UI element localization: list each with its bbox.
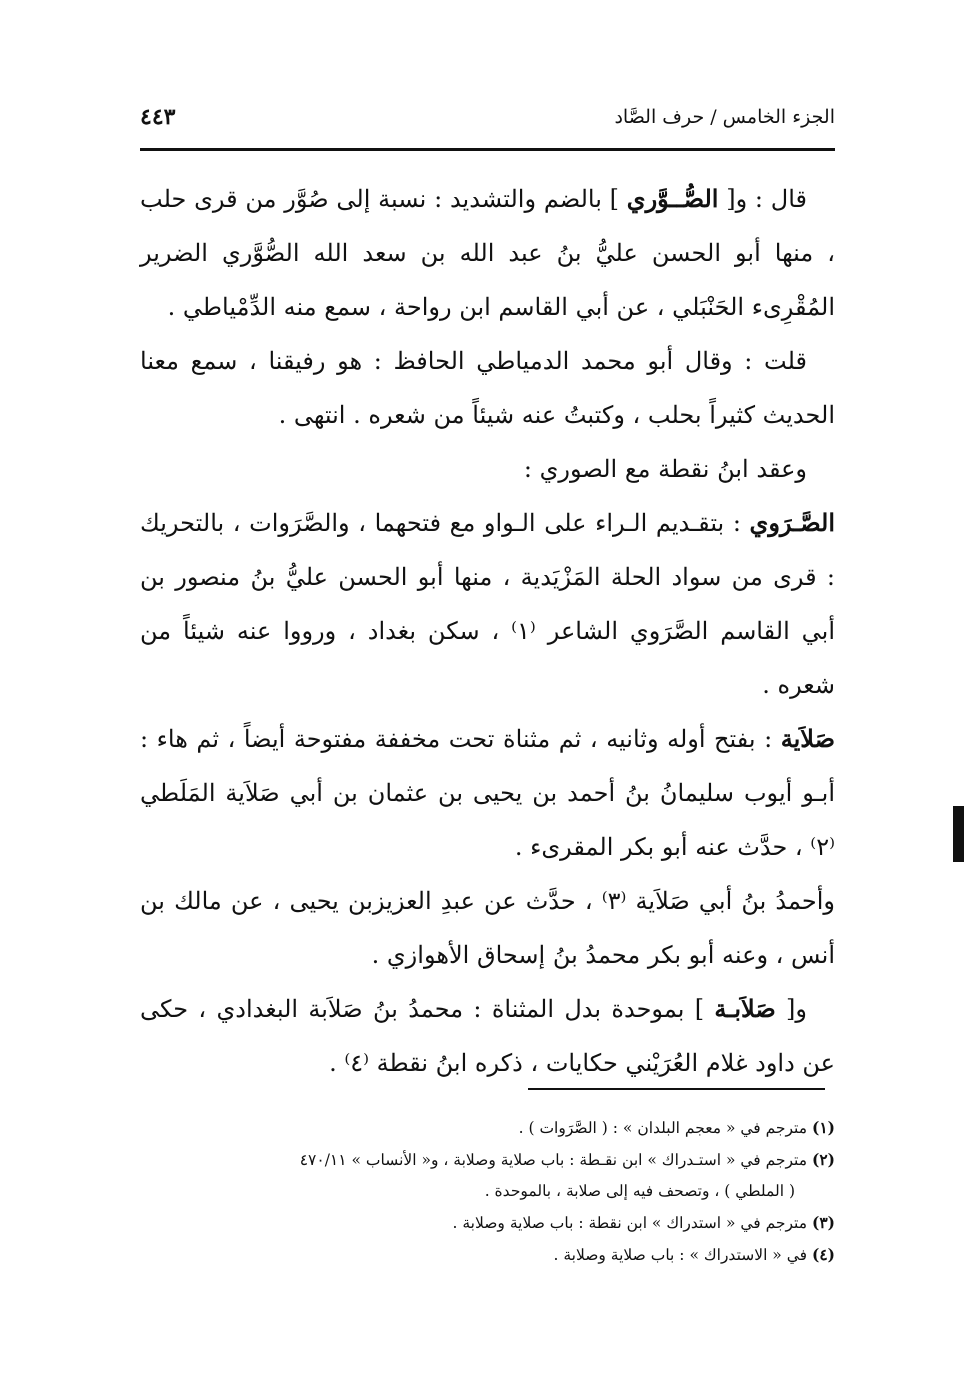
footnote-4 <box>135 1239 835 1271</box>
header-rule <box>140 148 835 151</box>
p5-text: : بفتح أوله وثانيه ، ثم مثناة تحت مخففة مفتوحة أيضاً ، ثم هاء : أبـو أيوب سليمانُ بنُ أحمد بن يحيى بن عثمان بن أبي صَلاَية المَلَطي ⁽٢⁾ ، حدَّث عنه أبو بكر المقرىء . <box>140 725 835 861</box>
footnote-rule <box>528 1088 825 1090</box>
running-title: الجزء الخامس / حرف الصَّاد <box>614 106 835 128</box>
entry-term-sawwari: الصُّــوَّري <box>626 184 719 213</box>
footnote-2-continuation: ( الملطي ) ، وتصحف فيه إلى صلابة ، بالموحدة . <box>484 1182 795 1200</box>
footnote-number: (٣) <box>811 1213 835 1232</box>
paragraph-salaba <box>140 982 835 1090</box>
paragraph-salaya <box>140 712 835 874</box>
footnote-text: مترجم في « استدراك » ابن نقطة : باب صلاية وصلابة . <box>452 1214 808 1232</box>
p4-text: : بتقـديم الـراء على الـواو مع فتحهما ، والصَّرَوات ، بالتحريك : قرى من سواد الحلة المَزْيَدية ، منها أبو الحسن عليُّ بنُ منصور بن أبي القاسم الصَّرَوي الشاعر ⁽١⁾ ، سكن بغداد ، ورووا عنه شيئاً من شعره . <box>140 509 836 699</box>
entry-term-sarawi: الصَّـرَوي <box>749 508 835 537</box>
footnote-text: مترجم في « استـدراك » ابن نقـطة : باب صلاية وصلابة ، و« الأنساب » ٤٧٠/١١ <box>299 1151 808 1169</box>
margin-marker <box>953 806 964 862</box>
footnote-number: (٢) <box>811 1150 835 1169</box>
entry-term-salaba: صَلاَبـة <box>714 994 776 1023</box>
footnote-number: (١) <box>811 1118 835 1137</box>
p1-prefix: قال : و[ <box>718 185 807 213</box>
paragraph-dimyati-note: قلت : وقال أبو محمد الدمياطي الحافظ : هو رفيقنا ، سمع معنا الحديث كثيراً بحلب ، وكتبتُ عنه شيئاً من شعره . انتهى . <box>140 347 835 429</box>
paragraph-sarawi <box>140 496 835 712</box>
paragraph-ahmad: وأحمدُ بنُ أبي صَلاَية ⁽٣⁾ ، حدَّث عن عبدِ العزيزبن يحيى ، عن مالك بن أنس ، وعنه أبو بكر محمدُ بنُ إسحاق الأهوازي . <box>140 887 835 969</box>
footnote-2 <box>135 1144 835 1176</box>
paragraph-ibn-nuqta-intro: وعقد ابنُ نقطة مع الصوري : <box>523 455 807 483</box>
footnote-text: مترجم في « معجم البلدان » : ( الصَّرَوات ) . <box>518 1119 808 1137</box>
page-number: ٤٤٣ <box>140 104 176 130</box>
footnotes <box>135 1112 835 1271</box>
paragraph-sawwari <box>140 172 835 334</box>
p7-text: ] بموحدة بدل المثناة : محمدُ بنُ صَلاَبة البغدادي ، حكى عن داود غلام العُرَيْني حكايات ، ذكره ابنُ نقطة ⁽٤⁾ . <box>140 995 835 1077</box>
p1-text: ] بالضم والتشديد : نسبة إلى صُوَّر من قرى حلب ، منها أبو الحسن عليُّ بنُ عبد الله بن سعد الله الصُّوَّري الضرير المُقْرِىء الحَنْبَلي ، عن أبي القاسم ابن رواحة ، سمع منه الدِّمْياطي . <box>140 185 835 321</box>
p7-prefix: و[ <box>775 995 807 1023</box>
footnote-text: في « الاستدراك » : باب صلاية وصلابة . <box>553 1246 808 1264</box>
footnote-1 <box>135 1112 835 1144</box>
main-text <box>140 172 835 1090</box>
entry-term-salaya: صَلاَية <box>780 724 835 753</box>
footnote-3 <box>135 1207 835 1239</box>
running-head <box>140 98 835 138</box>
footnote-number: (٤) <box>811 1245 835 1264</box>
